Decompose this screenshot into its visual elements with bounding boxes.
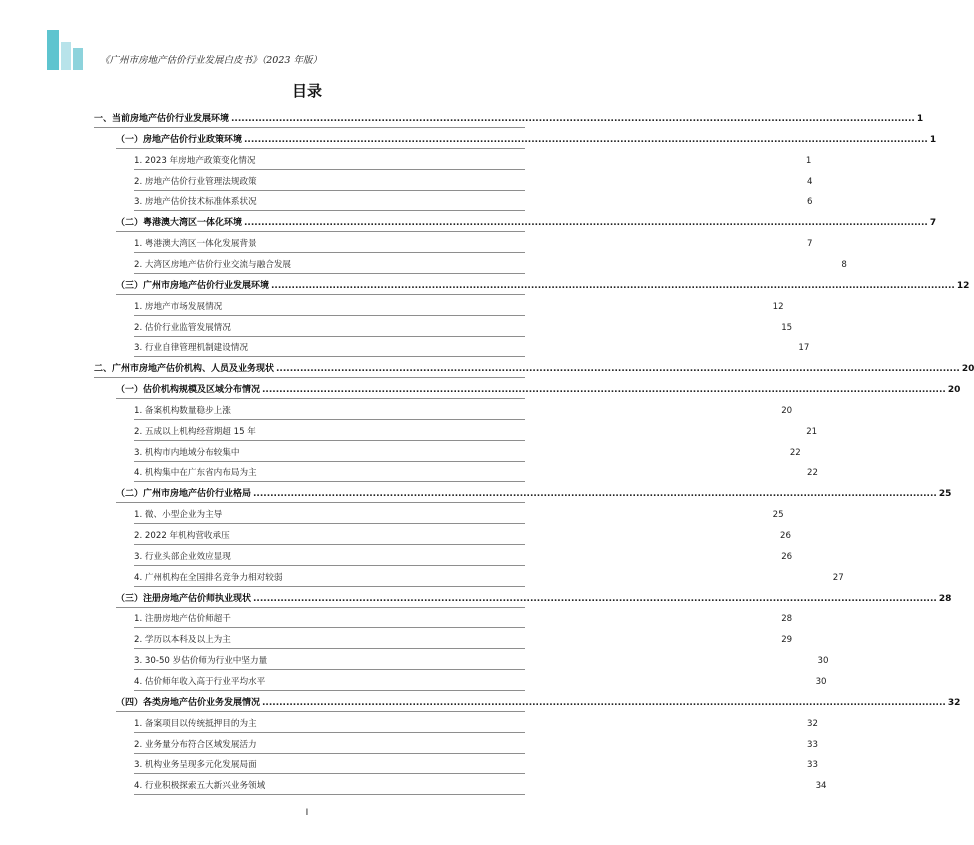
toc-entry[interactable] [134,461,818,482]
toc-entry-title: 1. 粤港澳大湾区一体化发展背景 [134,239,257,250]
toc-entry[interactable] [134,232,813,253]
toc-entry-title: 3. 30-50 岁估价师为行业中坚力量 [134,656,268,667]
toc-entry[interactable] [134,712,818,733]
toc-entry[interactable] [134,295,784,316]
toc-entry[interactable] [134,733,818,754]
toc-entry[interactable] [116,378,961,399]
toc-entry[interactable] [134,170,813,191]
toc-entry-title: 2. 2022 年机构营收承压 [134,531,230,541]
toc-entry-page: 25 [938,489,952,500]
toc-entry-title: 2. 房地产估价行业管理法规政策 [134,176,257,187]
toc-entry-title: 1. 备案机构数量稳步上涨 [134,405,231,416]
toc-dot-leader: ........................................................................................................................................................................................................ [276,364,960,375]
toc-entry-page: 1 [805,155,812,166]
toc-entry-title: 2. 估价行业监管发展情况 [134,322,231,333]
toc-entry-title: 4. 机构集中在广东省内布局为主 [134,468,257,479]
toc-entry-title: 1. 微、小型企业为主导 [134,510,223,521]
toc-entry[interactable] [116,587,952,608]
toc-entry[interactable] [116,211,937,232]
running-header: 《广州市房地产估价行业发展白皮书》（2023 年版） [100,55,322,66]
toc-dot-leader: ........................................................................................................................................................................................................ [253,593,937,604]
toc-entry[interactable] [134,670,827,691]
toc-entry[interactable] [94,357,974,378]
toc-entry[interactable] [116,482,952,503]
toc-entry-title: 3. 行业自律管理机制建设情况 [134,343,249,354]
toc-entry-page: 15 [781,322,793,333]
toc-entry-page: 6 [807,197,813,208]
toc-dot-leader: ........................................................................................................................................................................................................ [244,218,928,229]
toc-entry-title: （四）各类房地产估价业务发展情况 [116,697,261,708]
toc-entry-title: 2. 五成以上机构经营期超 15 年 [134,426,256,437]
toc-dot-leader: ........................................................................................................................................................................................................ [231,114,915,124]
toc-entry-page: 20 [947,385,961,396]
toc-entry-page: 17 [798,343,810,354]
toc-entry[interactable] [134,190,813,211]
toc-entry-title: 3. 行业头部企业效应显现 [134,551,231,562]
page-title: 目录 [291,82,322,100]
toc-dot-leader: ........................................................................................................................................................................................................ [253,489,937,500]
toc-dot-leader: ........................................................................................................................................................................................................ [244,134,928,145]
toc-entry[interactable] [134,420,818,441]
toc-entry-title: （二）广州市房地产估价行业格局 [116,489,252,500]
toc-entry-title: 一、当前房地产估价行业发展环境 [94,114,230,124]
toc-entry-page: 7 [807,239,813,250]
toc-entry-page: 22 [789,447,801,458]
toc-dot-leader: ........................................................................................................................................................................................................ [262,697,946,708]
toc-entry-title: 2. 大湾区房地产估价行业交流与融合发展 [134,259,292,270]
toc-entry-page: 12 [956,280,970,291]
toc-entry-page: 7 [929,218,937,229]
toc-entry-page: 29 [781,635,793,646]
toc-entry[interactable] [116,274,970,295]
toc-entry-page: 30 [817,656,829,667]
toc-dot-leader: ........................................................................................................................................................................................................ [262,385,946,396]
toc-entry-page: 30 [815,676,827,687]
toc-entry-page: 1 [929,134,937,145]
toc-entry-page: 33 [807,739,818,750]
toc-entry-title: 3. 房地产估价技术标准体系状况 [134,197,257,208]
toc-entry-title: 4. 广州机构在全国排名竞争力相对较弱 [134,572,283,583]
toc-entry-title: 1. 备案项目以传统抵押目的为主 [134,718,257,729]
toc-entry[interactable] [116,128,937,149]
toc-entry-title: 4. 行业积极探索五大新兴业务领域 [134,781,266,792]
toc-entry[interactable] [134,524,791,545]
toc-entry[interactable] [134,649,829,670]
toc-dot-leader: ........................................................................................................................................................................................................ [271,280,955,291]
toc-entry[interactable] [134,253,847,274]
toc-entry-page: 22 [807,468,818,479]
toc-entry[interactable] [134,503,784,524]
toc-entry-page: 32 [947,697,961,708]
toc-entry-page: 20 [781,405,793,416]
page-number: I [305,808,309,818]
toc-entry-title: （三）注册房地产估价师执业现状 [116,593,252,604]
toc-entry-page: 12 [772,301,784,312]
toc-entry-title: 2. 业务量分布符合区域发展活力 [134,739,257,750]
toc-entry-page: 33 [807,760,818,771]
toc-entry[interactable] [134,628,793,649]
logo-bar-3 [73,48,83,70]
toc-entry-page: 28 [938,593,952,604]
toc-entry-page: 20 [961,364,974,375]
toc-entry[interactable] [134,607,793,628]
logo-bar-1 [47,30,59,70]
toc-entry[interactable] [134,316,793,337]
toc-entry[interactable] [134,774,827,795]
toc-entry-page: 34 [815,781,827,792]
toc-entry-title: 3. 机构业务呈现多元化发展局面 [134,760,257,771]
toc-entry-title: 2. 学历以本科及以上为主 [134,635,231,646]
toc-entry[interactable] [134,545,793,566]
toc-entry-page: 8 [841,259,847,270]
toc-entry-page: 1 [916,114,924,124]
report-logo [47,30,85,70]
toc-entry-title: 3. 机构市内地域分布较集中 [134,447,240,458]
toc-entry-title: 1. 注册房地产估价师超千 [134,614,231,625]
toc-entry-title: （一）房地产估价行业政策环境 [116,134,243,145]
toc-entry-page: 25 [772,510,784,521]
toc-entry-page: 26 [781,551,793,562]
toc-entry-title: 1. 房地产市场发展情况 [134,301,223,312]
toc-entry[interactable] [134,399,793,420]
toc-entry-page: 32 [807,718,818,729]
toc-entry[interactable] [134,336,810,357]
toc-entry-page: 28 [781,614,793,625]
toc-entry-page: 26 [780,531,791,541]
toc-entry[interactable] [134,441,801,462]
toc-entry[interactable] [134,566,844,587]
toc-entry-title: （一）估价机构规模及区域分布情况 [116,385,261,396]
toc-entry-page: 4 [807,176,813,187]
toc-entry-page: 21 [806,426,818,437]
toc-entry-title: （二）粤港澳大湾区一体化环境 [116,218,243,229]
logo-bar-2 [61,42,71,70]
toc-entry[interactable] [134,753,818,774]
toc-entry-title: 1. 2023 年房地产政策变化情况 [134,155,256,166]
toc-entry[interactable] [116,691,961,712]
toc-entry-title: 4. 估价师年收入高于行业平均水平 [134,676,266,687]
toc-entry-title: （三）广州市房地产估价行业发展环境 [116,280,270,291]
toc-entry[interactable] [94,107,924,128]
toc-entry-title: 二、广州市房地产估价机构、人员及业务现状 [94,364,275,375]
toc-entry[interactable] [134,149,812,170]
toc-entry-page: 27 [832,572,844,583]
